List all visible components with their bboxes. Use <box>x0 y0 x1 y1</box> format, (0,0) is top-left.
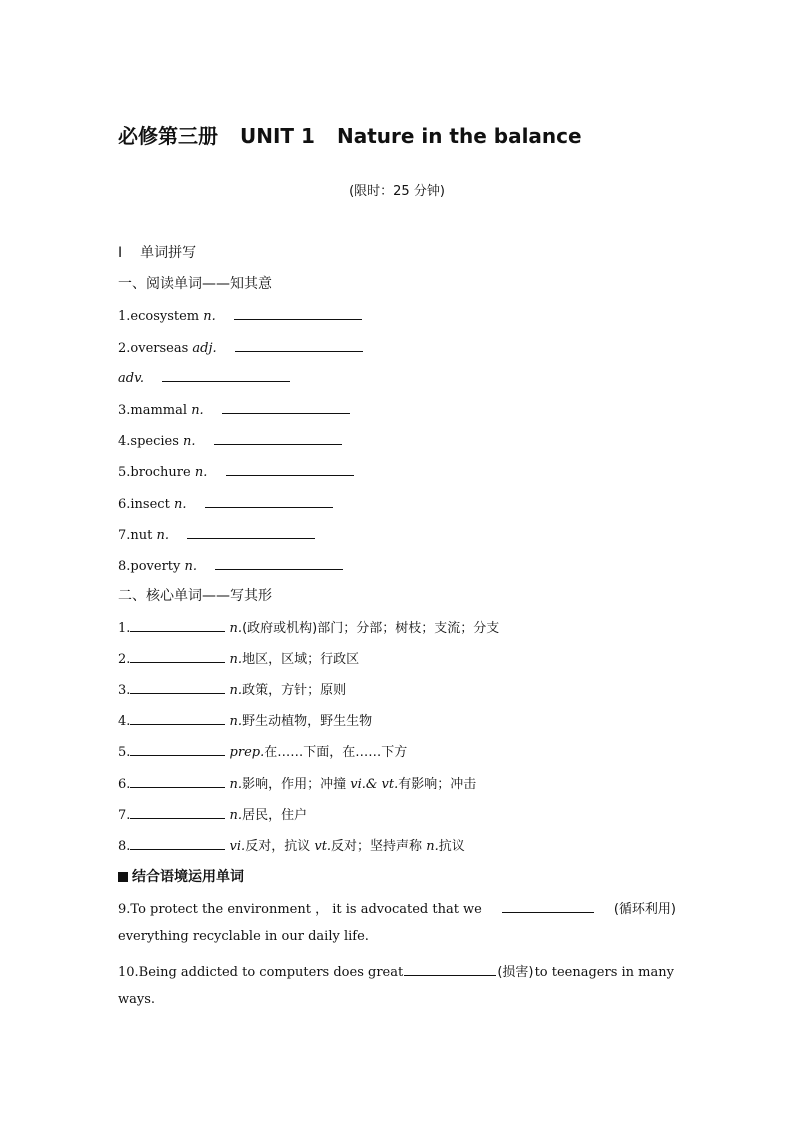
question-10-cont: ways. <box>118 992 156 1007</box>
answer-blank[interactable] <box>130 835 225 850</box>
vocab-pos: n. <box>183 434 196 449</box>
part-one-heading: 一、阅读单词——知其意 <box>118 276 272 292</box>
item-pos: vt. <box>314 839 332 854</box>
context-heading-label: 结合语境运用单词 <box>132 869 244 885</box>
spelling-item <box>118 710 372 729</box>
question-hint: (损害) <box>497 965 534 980</box>
section-heading-I <box>118 242 196 262</box>
vocab-item <box>118 305 362 324</box>
time-limit: (限时：25 分钟) <box>349 184 445 199</box>
answer-blank[interactable] <box>130 648 225 663</box>
answer-blank[interactable] <box>226 461 354 476</box>
item-number: 1. <box>118 621 131 636</box>
answer-blank[interactable] <box>130 710 225 725</box>
vocab-item <box>118 493 333 512</box>
answer-blank[interactable] <box>162 367 290 382</box>
answer-blank[interactable] <box>404 961 496 976</box>
item-number: 5. <box>118 745 131 760</box>
part-two-heading: 二、核心单词——写其形 <box>118 588 272 604</box>
item-meaning: 影响，作用；冲撞 <box>242 777 347 792</box>
vocab-item <box>118 461 354 480</box>
item-number: 2. <box>118 652 131 667</box>
vocab-word: 6.insect <box>118 497 170 512</box>
vocab-item <box>118 524 315 543</box>
vocab-item <box>118 367 290 386</box>
vocab-word: 3.mammal <box>118 403 188 418</box>
vocab-pos: adj. <box>192 341 217 356</box>
vocab-word: 4.species <box>118 434 179 449</box>
vocab-item <box>118 430 342 449</box>
section-label: 单词拼写 <box>140 245 197 261</box>
item-meaning: 野生动植物，野生生物 <box>242 714 373 729</box>
item-meaning: 反对，抗议 <box>245 839 311 854</box>
square-bullet-icon <box>118 872 128 882</box>
item-pos: n. <box>426 839 439 854</box>
spelling-item <box>118 804 307 823</box>
spelling-item <box>118 679 346 698</box>
item-meaning: 有影响；冲击 <box>398 777 477 792</box>
item-pos: n. <box>229 808 243 823</box>
book-title: 必修第三册 <box>118 124 218 148</box>
vocab-pos: n. <box>184 559 198 574</box>
item-meaning: 在……下面，在……下方 <box>264 745 408 760</box>
item-pos: vi.& vt. <box>350 777 399 792</box>
item-meaning: 地区，区域；行政区 <box>242 652 360 667</box>
vocab-pos: n. <box>173 497 187 512</box>
context-heading <box>118 866 244 886</box>
answer-blank[interactable] <box>130 741 225 756</box>
answer-blank[interactable] <box>187 524 315 539</box>
answer-blank[interactable] <box>214 430 342 445</box>
answer-blank[interactable] <box>130 617 225 632</box>
unit-name: Nature in the balance <box>336 124 582 148</box>
item-number: 7. <box>118 808 131 823</box>
page-title <box>118 120 604 149</box>
item-pos: n. <box>229 621 243 636</box>
question-text: 9.To protect the environment ， it is advocated that we <box>118 902 482 917</box>
spelling-item <box>118 648 359 667</box>
question-9 <box>118 898 676 917</box>
item-meaning: 政策，方针；原则 <box>242 683 347 698</box>
item-meaning: (政府或机构)部门；分部；树枝；支流；分支 <box>242 621 500 636</box>
spelling-item <box>118 617 499 636</box>
question-text: 10.Being addicted to computers does great <box>118 965 404 980</box>
question-hint: (循环利用) <box>613 902 676 917</box>
spelling-item <box>118 741 407 760</box>
answer-blank[interactable] <box>130 804 225 819</box>
vocab-word: 5.brochure <box>118 465 191 480</box>
vocab-pos: adv. <box>118 371 145 386</box>
vocab-word: 8.poverty <box>118 559 181 574</box>
answer-blank[interactable] <box>215 555 343 570</box>
vocab-word: 2.overseas <box>118 341 189 356</box>
spelling-item <box>118 835 465 854</box>
item-number: 4. <box>118 714 131 729</box>
answer-blank[interactable] <box>130 679 225 694</box>
vocab-pos: n. <box>203 309 216 324</box>
answer-blank[interactable] <box>234 305 362 320</box>
vocab-item <box>118 337 363 356</box>
vocab-pos: n. <box>156 528 170 543</box>
item-meaning: 居民，住户 <box>242 808 308 823</box>
item-pos: n. <box>229 652 243 667</box>
answer-blank[interactable] <box>222 399 350 414</box>
item-meaning: 抗议 <box>438 839 465 854</box>
item-pos: n. <box>229 777 243 792</box>
spelling-item <box>118 773 476 792</box>
item-number: 6. <box>118 777 131 792</box>
answer-blank[interactable] <box>130 773 225 788</box>
vocab-pos: n. <box>191 403 204 418</box>
vocab-item <box>118 399 350 418</box>
vocab-word: 1.ecosystem <box>118 309 200 324</box>
item-pos: n. <box>229 683 243 698</box>
item-meaning: 反对；坚持声称 <box>331 839 423 854</box>
question-10 <box>118 961 674 980</box>
item-number: 8. <box>118 839 131 854</box>
question-9-cont: everything recyclable in our daily life. <box>118 929 369 944</box>
item-pos: prep. <box>229 745 265 760</box>
vocab-item <box>118 555 343 574</box>
answer-blank[interactable] <box>205 493 333 508</box>
unit-number: UNIT 1 <box>240 124 315 148</box>
answer-blank[interactable] <box>502 898 594 913</box>
vocab-word: 7.nut <box>118 528 153 543</box>
item-pos: vi. <box>229 839 246 854</box>
answer-blank[interactable] <box>235 337 363 352</box>
vocab-pos: n. <box>194 465 208 480</box>
item-number: 3. <box>118 683 131 698</box>
section-numeral: Ⅰ <box>118 245 123 261</box>
question-text: to teenagers in many <box>534 965 674 980</box>
item-pos: n. <box>229 714 243 729</box>
